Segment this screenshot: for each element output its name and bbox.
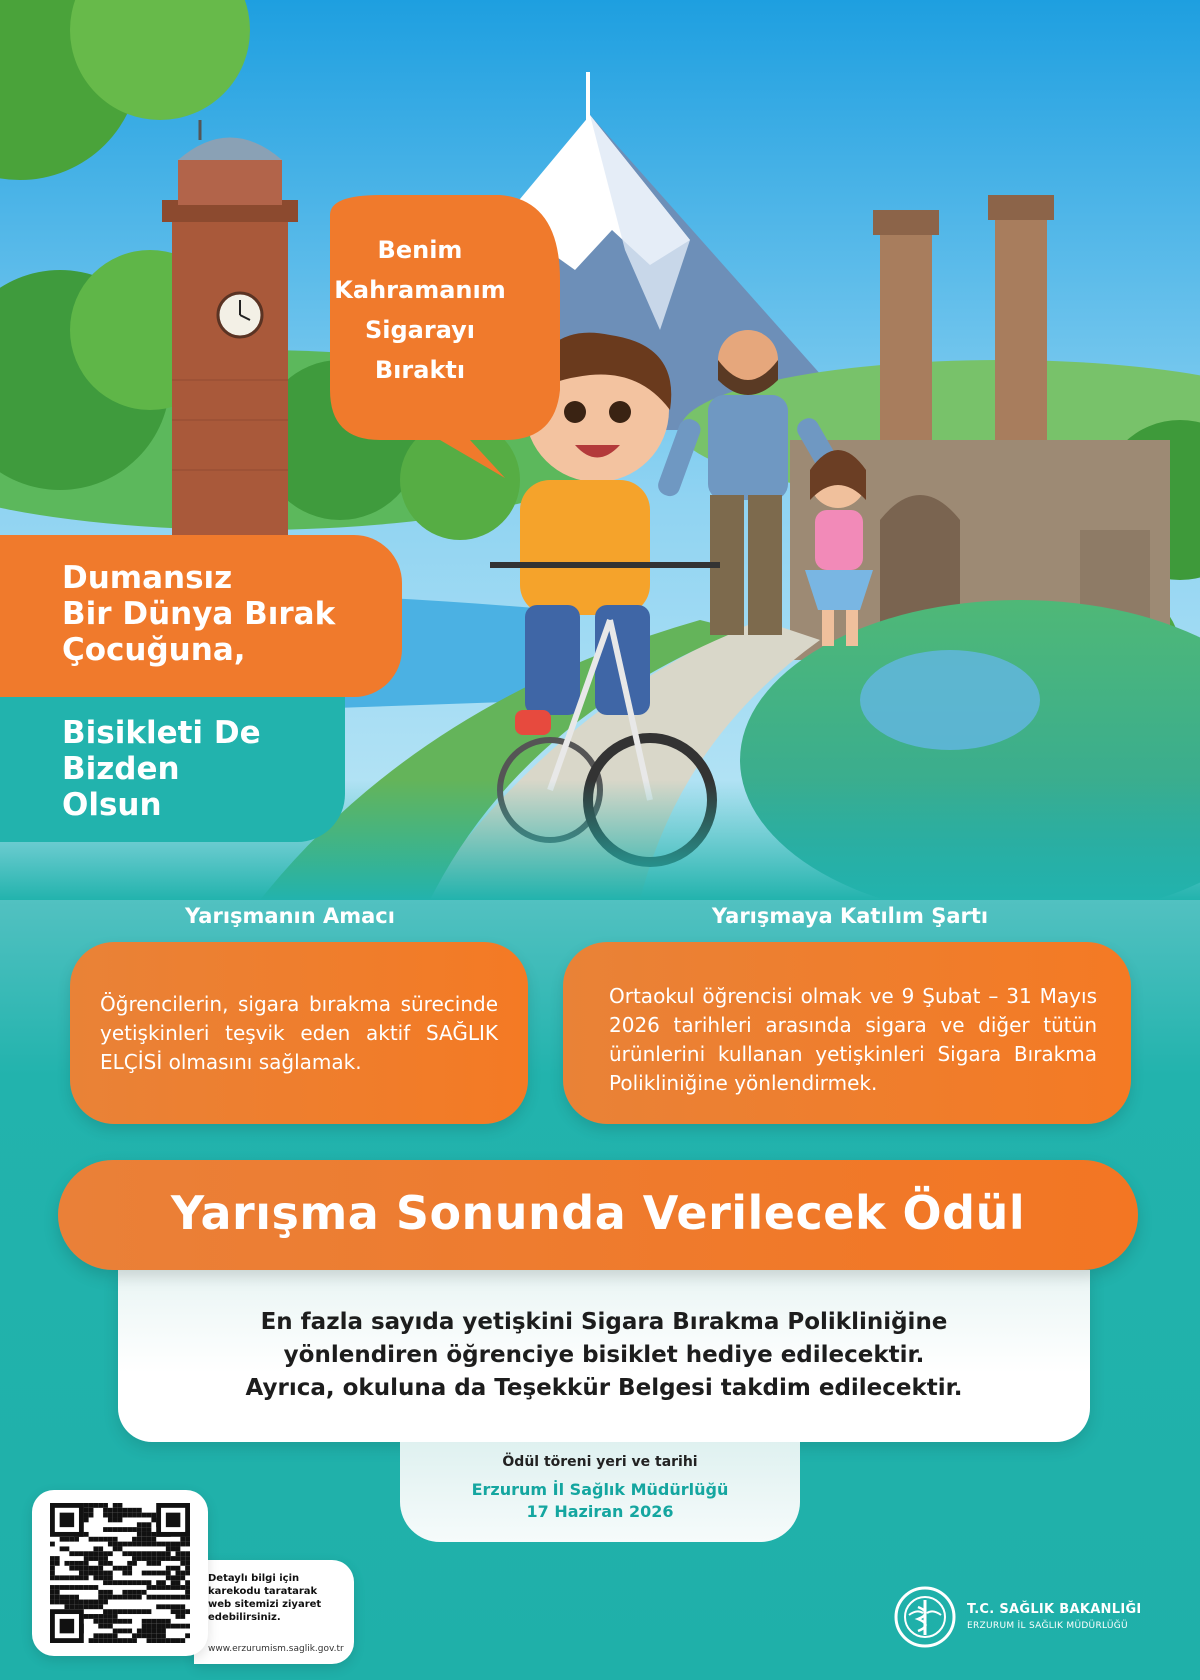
- speech-bubble-text: Benim Kahramanım Sigarayı Bıraktı: [334, 236, 506, 384]
- requirement-text: Ortaokul öğrencisi olmak ve 9 Şubat – 31 Mayıs 2026 tarihleri arasında sigara ve diğer tütün ürünlerini kullanan yetişkinleri Sigara Bırakma Polikliniğine yönlendirmek.: [609, 984, 1097, 1095]
- qr-code-icon[interactable]: [50, 1503, 190, 1643]
- qr-note-card: [194, 1560, 354, 1664]
- ministry-subtitle: ERZURUM İL SAĞLIK MÜDÜRLÜĞÜ: [967, 1621, 1128, 1631]
- website-url[interactable]: www.erzurumism.saglik.gov.tr: [208, 1644, 344, 1654]
- purpose-text: Öğrencilerin, sigara bırakma sürecinde yetişkinleri teşvik eden aktif SAĞLIK ELÇİSİ olmasını sağlamak.: [100, 992, 498, 1074]
- purpose-card: [70, 942, 528, 1124]
- ceremony-label: Ödül töreni yeri ve tarihi: [502, 1454, 698, 1470]
- requirement-title: Yarışmaya Katılım Şartı: [711, 904, 989, 928]
- ministry-title: T.C. SAĞLIK BAKANLIĞI: [967, 1602, 1142, 1617]
- purpose-title: Yarışmanın Amacı: [185, 904, 395, 928]
- globe-water: [860, 650, 1040, 750]
- ceremony-card: [400, 1442, 800, 1542]
- award-title: Yarışma Sonunda Verilecek Ödül: [170, 1186, 1026, 1240]
- requirement-card: [563, 942, 1131, 1124]
- clock-tower: [162, 120, 298, 535]
- award-title-bar: [58, 1160, 1138, 1270]
- qr-note-text: Detaylı bilgi için karekodu taratarak web sitemizi ziyaret edebilirsiniz.: [208, 1573, 322, 1623]
- slogan-secondary: Bisikleti De Bizden Olsun: [62, 715, 261, 823]
- ceremony-place: Erzurum İl Sağlık Müdürlüğü: [471, 1480, 729, 1499]
- award-text: En fazla sayıda yetişkini Sigara Bırakma Polikliniğine yönlendiren öğrenciye bisiklet hediye edilecektir. Ayrıca, okuluna da Teşekkür Belgesi takdim edilecektir.: [245, 1309, 963, 1401]
- ministry-logo: [893, 1585, 1183, 1649]
- award-body-card: [118, 1270, 1090, 1442]
- ceremony-date: 17 Haziran 2026: [526, 1502, 674, 1521]
- ministry-emblem-icon: [893, 1585, 957, 1649]
- slogan-main: Dumansız Bir Dünya Bırak Çocuğuna,: [62, 560, 336, 668]
- qr-card: [32, 1490, 208, 1656]
